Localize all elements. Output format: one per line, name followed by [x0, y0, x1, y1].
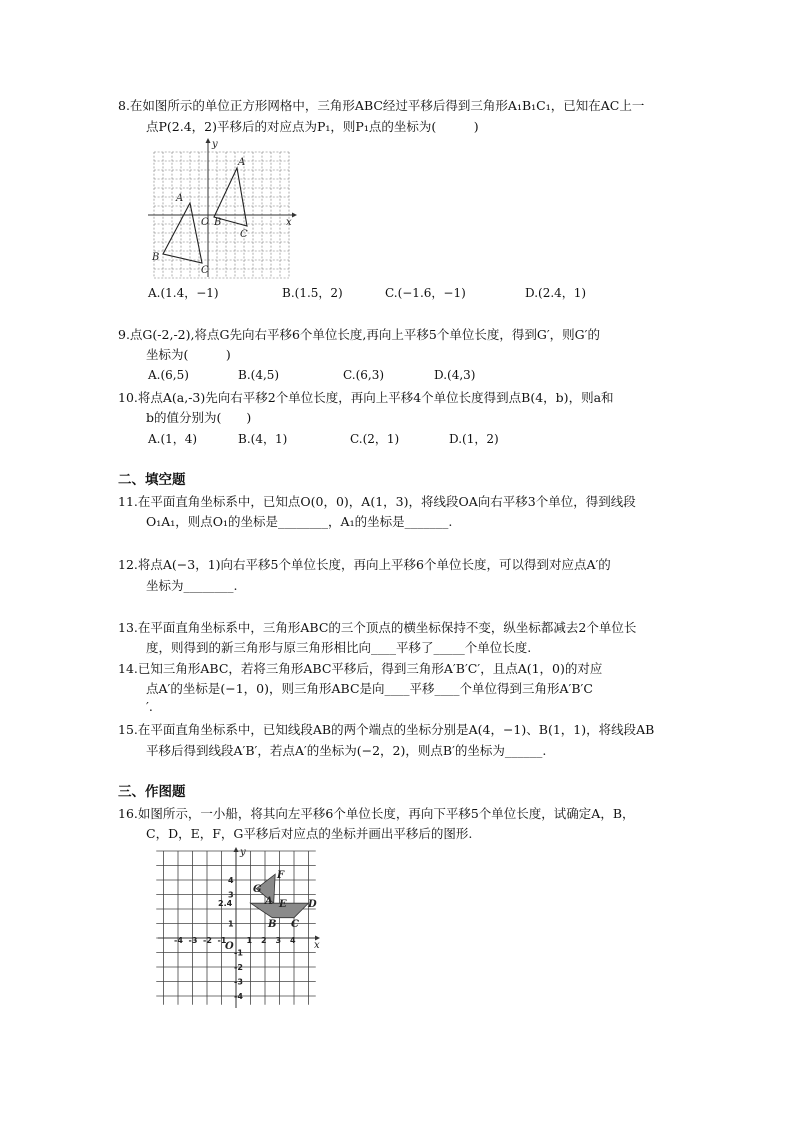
q16-y-tick-label: 3 [228, 890, 234, 900]
q8-y-label: y [212, 139, 218, 150]
q16-y-tick-label: -4 [234, 992, 243, 1001]
q16-x-tick-label: 2 [261, 936, 267, 945]
q15-line-2: 平移后得到线段A′B′，若点A′的坐标为(−2，2)，则点B′的坐标为______. [146, 743, 547, 758]
q16-label-a: A [265, 896, 273, 907]
q8-label-c1: C [201, 265, 209, 276]
q16-y-tick-label: 2.4 [218, 899, 233, 909]
q16-label-b: B [268, 919, 277, 930]
q9-option-d[interactable]: D.(4,3) [434, 368, 476, 382]
q8-label-b: B [214, 217, 222, 228]
q16-y-tick-label: -3 [234, 977, 243, 987]
q8-x-label: x [286, 217, 292, 228]
q8-x-arrow [292, 213, 297, 218]
q14-line-1: 14.已知三角形ABC，若将三角形ABC平移后，得到三角形A′B′C′，且点A(1，0)的对应 [118, 661, 603, 676]
q13-line-2: 度，则得到的新三角形与原三角形相比向____平移了_____个单位长度. [146, 640, 532, 655]
q8-figure [148, 137, 298, 279]
q16-y-arrow [234, 847, 239, 852]
q10-line-2: b的值分别为( ) [146, 410, 252, 425]
q12-line-1: 12.将点A(−3，1)向右平移5个单位长度，再向上平移6个单位长度，可以得到对应点A′的 [118, 557, 611, 572]
q16-x-tick-label: -4 [174, 936, 183, 945]
q16-label-e: E [279, 899, 287, 910]
q9-option-b[interactable]: B.(4,5) [238, 368, 280, 382]
q16-label-c: C [291, 919, 299, 930]
q10-option-b[interactable]: B.(4，1) [238, 432, 288, 446]
q8-label-c: C [240, 229, 248, 240]
q16-y-tick-label: -2 [234, 963, 243, 972]
q16-x-tick-label: 1 [246, 936, 253, 945]
q16-x-tick-label: 4 [290, 936, 296, 945]
q16-y-tick-label: 1 [228, 919, 234, 929]
q16-x-tick-label: -1 [217, 936, 227, 945]
q12-line-2: 坐标为________. [146, 578, 238, 593]
q9-line-1: 9.点G(-2,-2),将点G先向右平移6个单位长度,再向上平移5个单位长度，得到G′，则G′的 [118, 327, 600, 342]
q16-y-label: y [240, 847, 246, 858]
q9-option-c[interactable]: C.(6,3) [343, 368, 385, 382]
q9-line-2: 坐标为( ) [146, 347, 231, 362]
q8-label-b1: B [152, 252, 160, 263]
q8-option-b[interactable]: B.(1.5，2) [282, 286, 343, 300]
q16-y-tick-label: -1 [234, 948, 243, 958]
q16-origin-label: O [225, 941, 234, 952]
q8-option-c[interactable]: C.(−1.6，−1) [385, 286, 466, 300]
q16-x-label: x [314, 940, 320, 951]
q15-line-1: 15.在平面直角坐标系中，已知线段AB的两个端点的坐标分别是A(4，−1)、B(1，1)，将线段AB [118, 722, 655, 737]
q16-label-d: D [308, 899, 317, 910]
q16-line-1: 16.如图所示，一小船，将其向左平移6个单位长度，再向下平移5个单位长度，试确定A，B， [118, 806, 635, 821]
q16-x-tick-label: -3 [188, 936, 198, 945]
q11-line-2: O₁A₁，则点O₁的坐标是________，A₁的坐标是_______. [146, 514, 453, 529]
section-fill-in-title: 二、填空题 [118, 472, 186, 488]
q8-y-arrow [206, 138, 211, 143]
q14-line-2: 点A′的坐标是(−1，0)，则三角形ABC是向____平移____个单位得到三角形A′B′C [146, 681, 593, 696]
q13-line-1: 13.在平面直角坐标系中，三角形ABC的三个顶点的横坐标保持不变，纵坐标都减去2个单位长 [118, 620, 637, 635]
q10-option-d[interactable]: D.(1，2) [449, 432, 499, 446]
q16-figure [155, 845, 330, 1010]
q8-label-a: A [238, 157, 246, 168]
q16-line-2: C，D，E，F，G平移后对应点的坐标并画出平移后的图形. [146, 826, 473, 841]
q14-line-3: ′. [146, 699, 153, 714]
q8-option-a[interactable]: A.(1.4，−1) [148, 286, 219, 300]
q8-line-2: 点P(2.4，2)平移后的对应点为P₁，则P₁点的坐标为( ) [146, 119, 479, 134]
q16-label-g: G [253, 884, 262, 895]
q10-line-1: 10.将点A(a,-3)先向右平移2个单位长度，再向上平移4个单位长度得到点B(4，b)，则a和 [118, 390, 614, 405]
q8-line-1: 8.在如图所示的单位正方形网格中，三角形ABC经过平移后得到三角形A₁B₁C₁，已知在AC上一 [118, 98, 645, 113]
q16-x-tick-label: -2 [203, 936, 212, 945]
q16-y-tick-label: 4 [228, 876, 234, 885]
q10-option-a[interactable]: A.(1，4) [148, 432, 198, 446]
section-drawing-title: 三、作图题 [118, 784, 186, 800]
q8-option-d[interactable]: D.(2.4，1) [525, 286, 587, 300]
q16-x-tick-label: 3 [275, 936, 282, 945]
q8-origin-label: O [201, 217, 210, 228]
q8-label-a1: A [176, 193, 184, 204]
q10-option-c[interactable]: C.(2，1) [350, 432, 400, 446]
q9-option-a[interactable]: A.(6,5) [148, 368, 189, 382]
q11-line-1: 11.在平面直角坐标系中，已知点O(0，0)，A(1，3)，将线段OA向右平移3个单位，得到线段 [118, 494, 636, 509]
q16-label-f: F [277, 870, 285, 881]
